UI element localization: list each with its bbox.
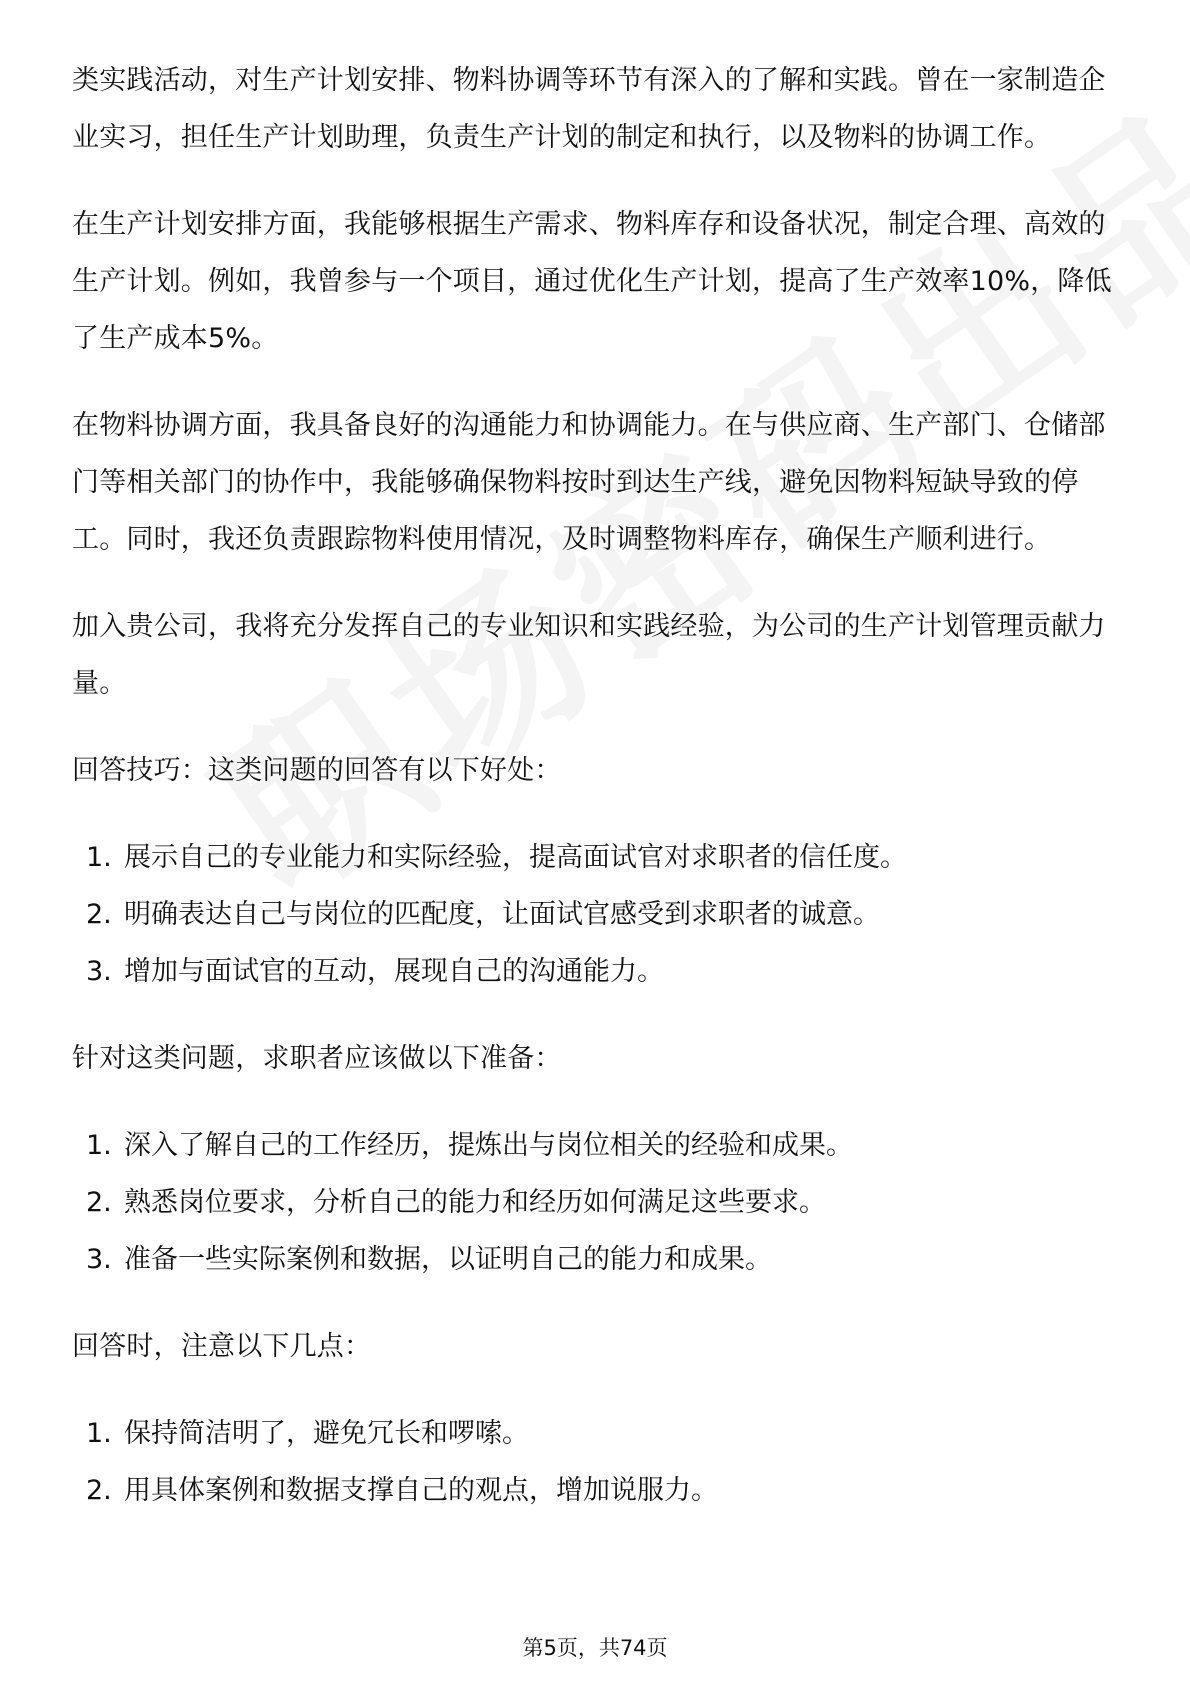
tips-heading: 回答技巧：这类问题的回答有以下好处： [72,755,562,786]
paragraph-production-planning: 在生产计划安排方面，我能够根据生产需求、物料库存和设备状况，制定合理、高效的生产计划。例如，我曾参与一个项目，通过优化生产计划，提高了生产效率10%，降低了生产成本5%。 [72,209,1112,354]
prep-list [72,1117,1122,1288]
list-item: 1. 保持简洁明了，避免冗长和啰嗦。 [86,1418,529,1449]
list-item: 2. 用具体案例和数据支撑自己的观点，增加说服力。 [86,1475,718,1506]
tips-list [72,829,1122,1000]
paragraph-contribution: 加入贵公司，我将充分发挥自己的专业知识和实践经验，为公司的生产计划管理贡献力量。 [72,611,1106,699]
paragraph-material-coordination: 在物料协调方面，我具备良好的沟通能力和协调能力。在与供应商、生产部门、仓储部门等相关部门的协作中，我能够确保物料按时到达生产线，避免因物料短缺导致的停工。同时，我还负责跟踪物料使用情况，及时调整物料库存，确保生产顺利进行。 [72,410,1106,555]
list-item: 2. 熟悉岗位要求，分析自己的能力和经历如何满足这些要求。 [86,1187,826,1218]
paragraph-internship: 类实践活动，对生产计划安排、物料协调等环节有深入的了解和实践。曾在一家制造企业实习，担任生产计划助理，负责生产计划的制定和执行，以及物料的协调工作。 [72,65,1106,153]
list-item: 3. 增加与面试官的互动，展现自己的沟通能力。 [86,956,664,987]
list-item: 1. 展示自己的专业能力和实际经验，提高面试官对求职者的信任度。 [86,842,907,873]
list-item: 3. 准备一些实际案例和数据，以证明自己的能力和成果。 [86,1244,772,1275]
page-number: 第5页，共74页 [522,1636,668,1660]
list-item: 1. 深入了解自己的工作经历，提炼出与岗位相关的经验和成果。 [86,1130,853,1161]
list-item: 2. 明确表达自己与岗位的匹配度，让面试官感受到求职者的诚意。 [86,899,880,930]
prep-heading: 针对这类问题，求职者应该做以下准备： [72,1043,562,1074]
notes-list [72,1405,1122,1519]
notes-heading: 回答时，注意以下几点： [72,1331,372,1362]
document-body [72,52,1122,1519]
